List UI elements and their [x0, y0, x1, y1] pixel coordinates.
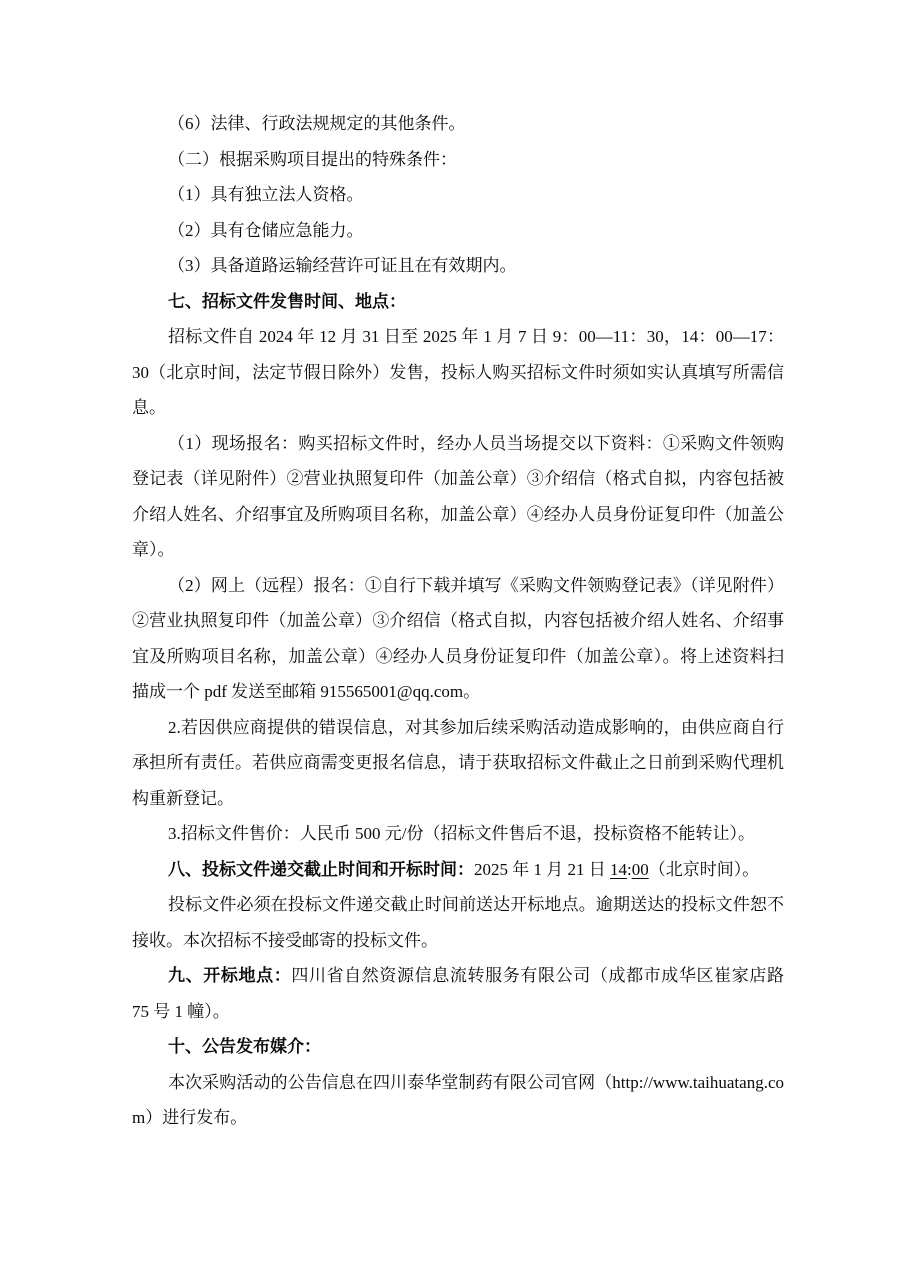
- section-heading-9-opening-place: [132, 958, 784, 1029]
- section-8-heading-text: 八、投标文件递交截止时间和开标时间：: [168, 859, 474, 879]
- opening-place-text: 四川省自然资源信息流转服务有限公司（成都市成华区崔家店路 75 号 1 幢）。: [132, 966, 785, 1021]
- deadline-time-separator: :: [627, 859, 632, 879]
- paragraph-online-registration: （2）网上（远程）报名：①自行下载并填写《采购文件领购登记表》（详见附件）②营业执照复印件（加盖公章）③介绍信（格式自拟，内容包括被介绍人姓名、介绍事宜及所购项目名称，加盖公章）④经办人员身份证复印件（加盖公章）。将上述资料扫描成一个 pdf 发送至邮箱 915565001@qq.com。: [132, 575, 784, 701]
- paragraph-announcement-website: 本次采购活动的公告信息在四川泰华堂制药有限公司官网（http://www.taihuatang.com）进行发布。: [132, 1072, 784, 1127]
- paragraph-special-condition-2: （2）具有仓储应急能力。: [168, 220, 364, 240]
- paragraph-delivery-requirement: 投标文件必须在投标文件递交截止时间前送达开标地点。逾期送达的投标文件恕不接收。本次招标不接受邮寄的投标文件。: [132, 895, 784, 950]
- deadline-time-hour: 14: [610, 859, 627, 879]
- section-9-heading-text: 九、开标地点：: [168, 966, 292, 985]
- deadline-date-text: 2025 年 1 月 21 日: [474, 859, 610, 879]
- paragraph-sale-period: 招标文件自 2024 年 12 月 31 日至 2025 年 1 月 7 日 9：00—11：30，14：00—17：30（北京时间，法定节假日除外）发售，投标人购买招标文件时须如实认真填写所需信息。: [132, 327, 784, 417]
- paragraph-supplier-liability: 2.若因供应商提供的错误信息，对其参加后续采购活动造成影响的，由供应商自行承担所有责任。若供应商需变更报名信息，请于获取招标文件截止之日前到采购代理机构重新登记。: [132, 717, 784, 808]
- document-content: [132, 106, 784, 1136]
- deadline-timezone-text: （北京时间）。: [648, 859, 760, 879]
- paragraph-onsite-registration: （1）现场报名：购买招标文件时，经办人员当场提交以下资料：①采购文件领购登记表（详见附件）②营业执照复印件（加盖公章）③介绍信（格式自拟，内容包括被介绍人姓名、介绍事宜及所购项目名称，加盖公章）④经办人员身份证复印件（加盖公章）。: [132, 433, 784, 559]
- paragraph-document-price: 3.招标文件售价：人民币 500 元/份（招标文件售后不退，投标资格不能转让）。: [168, 824, 755, 843]
- paragraph-special-conditions-heading: （二）根据采购项目提出的特殊条件：: [168, 149, 457, 169]
- paragraph-special-condition-3: （3）具备道路运输经营许可证且在有效期内。: [168, 256, 517, 275]
- paragraph-special-condition-1: （1）具有独立法人资格。: [168, 185, 364, 204]
- deadline-time-minute: 00: [631, 859, 649, 879]
- section-heading-10-announcement-media: [132, 1029, 784, 1065]
- section-heading-7-sale-time-place: [132, 284, 784, 320]
- section-heading-8-deadline-opening-time: [132, 852, 784, 888]
- section-7-heading-text: 七、招标文件发售时间、地点：: [168, 291, 406, 311]
- section-10-heading-text: 十、公告发布媒介：: [168, 1037, 321, 1056]
- paragraph-condition-general-6: （6）法律、行政法规规定的其他条件。: [168, 114, 466, 133]
